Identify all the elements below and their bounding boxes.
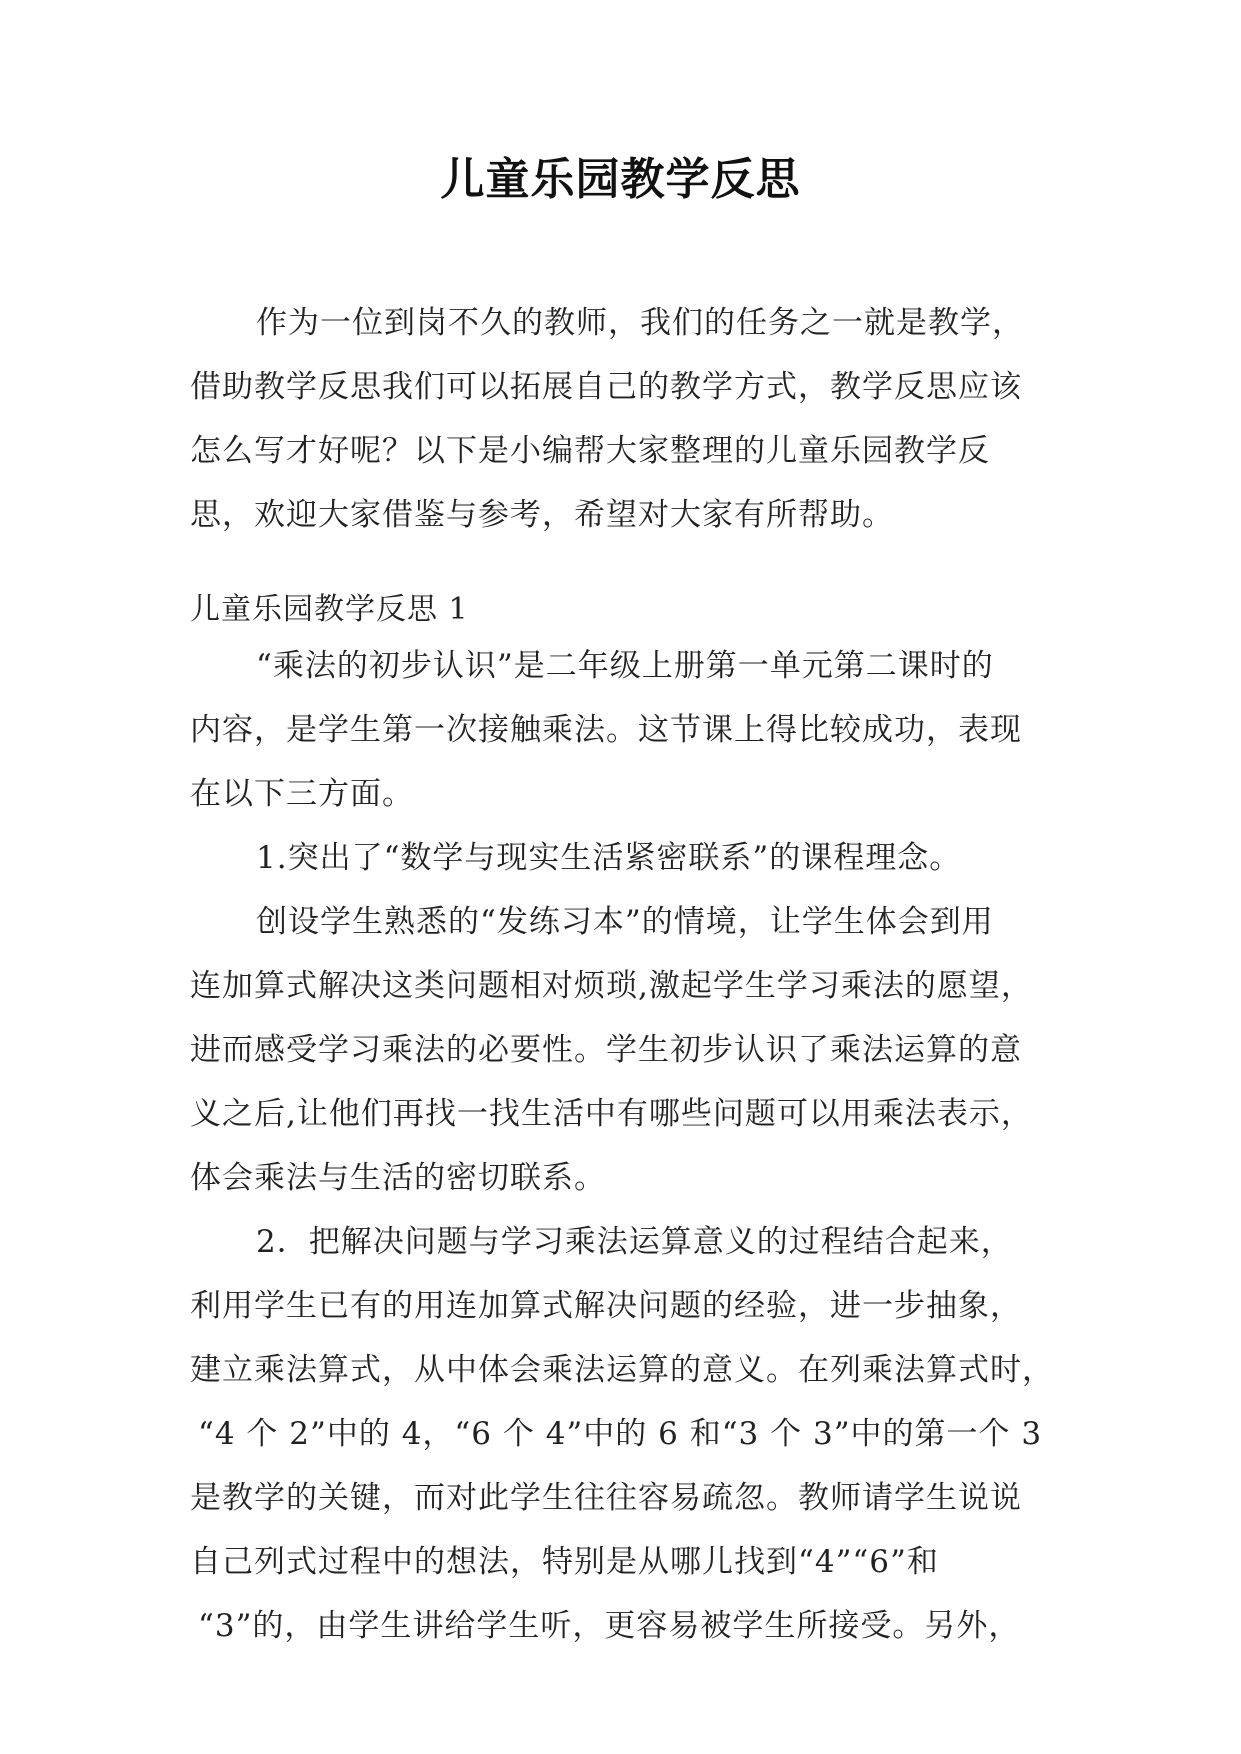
- text-line: 思，欢迎大家借鉴与参考，希望对大家有所帮助。: [190, 497, 894, 533]
- text-line: 义之后,让他们再找一找生活中有哪些问题可以用乘法表示，: [190, 1096, 1033, 1132]
- text-line: 在以下三方面。: [190, 776, 414, 812]
- text-line: 连加算式解决这类问题相对烦琐,激起学生学习乘法的愿望，: [190, 968, 1033, 1004]
- text-line: 自己列式过程中的想法，特别是从哪儿找到“4”“6”和: [190, 1544, 939, 1580]
- section-heading: 儿童乐园教学反思 1: [190, 592, 469, 627]
- text-line: 建立乘法算式，从中体会乘法运算的意义。在列乘法算式时，: [190, 1352, 1054, 1388]
- list-item-1: 1.突出了“数学与现实生活紧密联系”的课程理念。: [256, 840, 962, 876]
- text-line: 体会乘法与生活的密切联系。: [190, 1160, 606, 1196]
- text-line: 创设学生熟悉的“发练习本”的情境，让学生体会到用: [256, 904, 994, 940]
- text-line: 是教学的关键，而对此学生往往容易疏忽。教师请学生说说: [190, 1480, 1022, 1516]
- text-line: “乘法的初步认识”是二年级上册第一单元第二课时的: [256, 648, 994, 684]
- text-line: “4 个 2”中的 4，“6 个 4”中的 6 和“3 个 3”中的第一个 3: [198, 1416, 1043, 1452]
- text-line: 内容，是学生第一次接触乘法。这节课上得比较成功，表现: [190, 712, 1022, 748]
- text-line: 借助教学反思我们可以拓展自己的教学方式，教学反思应该: [190, 369, 1022, 405]
- text-line: 进而感受学习乘法的必要性。学生初步认识了乘法运算的意: [190, 1032, 1022, 1068]
- text-line: 利用学生已有的用连加算式解决问题的经验，进一步抽象，: [190, 1288, 1022, 1324]
- text-line: 作为一位到岗不久的教师，我们的任务之一就是教学，: [256, 305, 1024, 341]
- text-line: “3”的，由学生讲给学生听，更容易被学生所接受。另外，: [198, 1608, 1021, 1644]
- intro-paragraph: [190, 291, 1070, 547]
- text-line: 怎么写才好呢？以下是小编帮大家整理的儿童乐园教学反: [190, 433, 990, 469]
- section-body: [190, 634, 1070, 1658]
- list-item-2: 2．把解决问题与学习乘法运算意义的过程结合起来，: [256, 1224, 1013, 1260]
- document-title: 儿童乐园教学反思: [440, 154, 801, 205]
